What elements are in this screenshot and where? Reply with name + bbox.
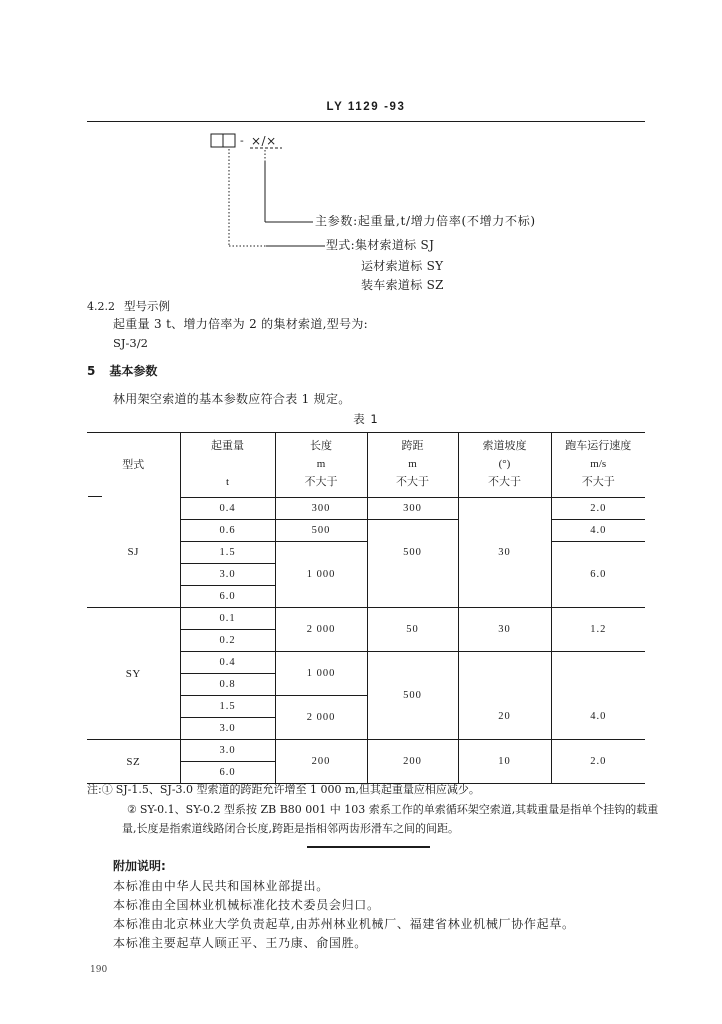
slope-cell: 10 [458,740,551,784]
length-cell: 2 000 [275,608,367,652]
header-load-unit: t [225,476,230,488]
header-speed-unit: m/s [590,458,607,470]
header-load-title: 起重量 [211,440,244,452]
load-cell: 0.1 [180,608,275,630]
type-cell-sy: SY [87,608,180,740]
load-cell: 0.4 [180,498,275,520]
header-slope-title: 索道坡度 [482,440,527,452]
length-cell: 500 [275,520,367,542]
header-length [275,433,367,498]
type-cell-sj: SJ [87,498,180,608]
length-cell: 300 [275,498,367,520]
section-5-heading [87,363,157,379]
speed-cell: 4.0 [551,652,645,740]
span-cell: 200 [367,740,458,784]
load-cell: 3.0 [180,718,275,740]
section-separator-rule [307,846,430,848]
note-marker: ① [101,783,113,796]
load-cell: 6.0 [180,586,275,608]
load-cell: 6.0 [180,762,275,784]
header-speed [551,433,645,498]
table-row [87,608,645,630]
speed-cell: 4.0 [551,520,645,542]
header-length-unit: m [316,458,326,470]
header-slope [458,433,551,498]
appendix-line: 本标准由北京林业大学负责起草,由苏州林业机械厂、福建省林业机械厂协作起草。 [113,917,575,931]
speed-cell: 6.0 [551,542,645,608]
model-example: SJ-3/2 [113,336,148,350]
slope-cell: 30 [458,608,551,652]
length-cell: 1 000 [275,652,367,696]
load-cell: 0.8 [180,674,275,696]
speed-cell: 2.0 [551,498,645,520]
header-load [180,433,275,498]
length-cell: 2 000 [275,696,367,740]
appendix-title: 附加说明: [113,859,166,873]
header-rule [87,121,645,122]
basic-parameters-table [87,432,645,784]
load-cell: 1.5 [180,542,275,564]
main-parameter-label: 主参数:起重量,t/增力倍率(不增力不标) [315,214,536,228]
load-cell: 1.5 [180,696,275,718]
table-row [87,498,645,520]
header-span [367,433,458,498]
standard-code-header: LY 1129 -93 [326,101,406,113]
length-cell: 200 [275,740,367,784]
model-code-separator: - [240,134,244,147]
load-cell: 3.0 [180,740,275,762]
slope-cell: 30 [458,498,551,608]
section-title: 基本参数 [109,364,158,378]
header-speed-limit: 不大于 [581,476,615,488]
note-text: SJ-1.5、SJ-3.0 型索道的跨距允许增至 1 000 m,但其起重量应相应减少。 [115,783,480,796]
header-length-title: 长度 [310,440,332,452]
span-cell: 50 [367,608,458,652]
load-cell: 3.0 [180,564,275,586]
section-number: 5 [87,364,96,378]
table-note-2-continuation: 量,长度是指索道线路闭合长度,跨距是指相邻两齿形滑车之间的间距。 [122,822,459,835]
appendix-line: 本标准由全国林业机械标准化技术委员会归口。 [113,898,380,912]
note-label: 注: [87,783,102,796]
span-cell: 500 [367,520,458,608]
appendix-lines [113,877,575,953]
load-cell: 0.2 [180,630,275,652]
type-label-sj: 型式:集材索道标 SJ [326,238,435,252]
section-number: 4.2.2 [87,300,115,313]
length-cell: 1 000 [275,542,367,608]
header-span-unit: m [408,458,417,470]
speed-cell: 1.2 [551,608,645,652]
header-slope-unit: (°) [498,458,511,470]
header-speed-title: 跑车运行速度 [565,440,632,452]
note-marker: ② [127,803,137,816]
section-title: 型号示例 [124,299,170,313]
appendix-line: 本标准主要起草人顾正平、王乃康、俞国胜。 [113,936,368,950]
load-cell: 0.4 [180,652,275,674]
appendix-line: 本标准由中华人民共和国林业部提出。 [113,879,329,893]
load-cell: 0.6 [180,520,275,542]
type-label-sz: 装车索道标 SZ [361,278,444,292]
table-row [87,740,645,762]
table-header-row [87,433,645,498]
type-cell-sz: SZ [87,740,180,784]
table-note-1 [87,782,480,798]
header-slope-limit: 不大于 [488,476,521,488]
slope-cell: 20 [458,652,551,740]
header-length-limit: 不大于 [304,476,338,488]
section-4-2-2-text: 起重量 3 t、增力倍率为 2 的集材索道,型号为: [113,317,369,331]
type-label-sy: 运材索道标 SY [361,259,444,273]
header-span-limit: 不大于 [396,476,429,488]
header-type: 型式 [87,433,180,498]
header-span-title: 跨距 [401,440,424,452]
note-text: SY-0.1、SY-0.2 型系按 ZB B80 001 中 103 索系工作的单索循环架空索道,其载重量是指单个挂钩的载重 [139,803,659,816]
span-cell: 500 [367,652,458,740]
table-note-2 [127,802,658,818]
span-cell: 300 [367,498,458,520]
model-code-suffix: ×/× [251,134,277,148]
speed-cell: 2.0 [551,740,645,784]
header-spacer [181,455,275,473]
section-5-text: 林用架空索道的基本参数应符合表 1 规定。 [113,392,351,406]
table-caption: 表 1 [353,412,379,426]
table-rule-stub [88,496,102,497]
page-number: 190 [90,965,108,975]
section-4-2-2-heading [87,298,170,315]
